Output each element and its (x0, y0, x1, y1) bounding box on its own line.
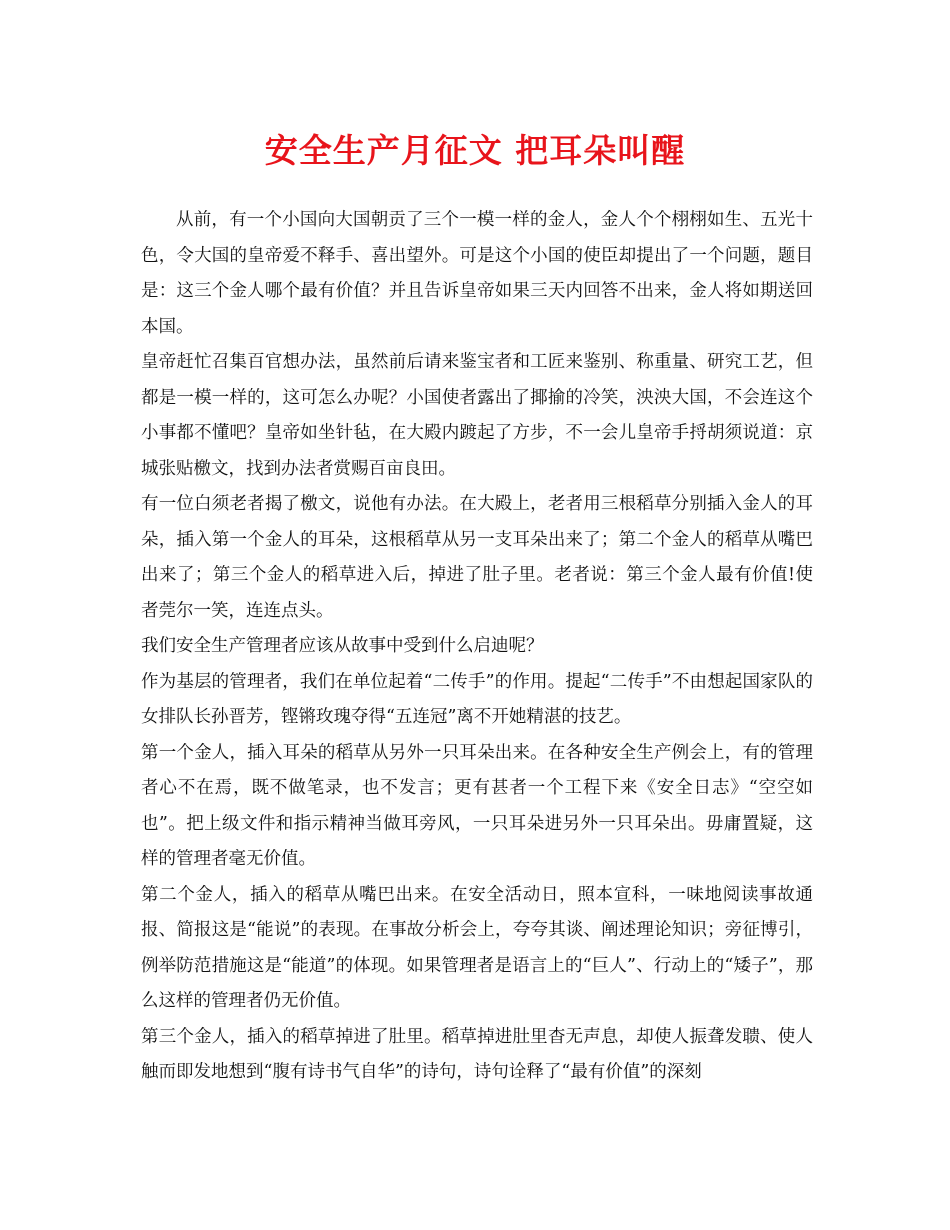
paragraph: 我们安全生产管理者应该从故事中受到什么启迪呢？ (141, 636, 544, 656)
paragraph: 有一位白须老者揭了檄文，说他有办法。在大殿上，老者用三根稻草分别插入金人的耳朵，插入第一个金人的耳朵，这根稻草从另一支耳朵出来了；第二个金人的稻草从嘴巴出来了；第三个金人的稻草进入后，掉进了肚子里。老者说：第三个金人最有价值!使者莞尔一笑，连连点头。 (141, 494, 813, 621)
paragraph: 皇帝赶忙召集百官想办法，虽然前后请来鉴宝者和工匠来鉴别、称重量、研究工艺，但都是一模一样的，这可怎么办呢？小国使者露出了揶揄的冷笑，泱泱大国，不会连这个小事都不懂吧？皇帝如坐针毡，在大殿内踱起了方步，不一会儿皇帝手捋胡须说道：京城张贴檄文，找到办法者赏赐百亩良田。 (141, 352, 813, 479)
paragraph: 第三个金人，插入的稻草掉进了肚里。稻草掉进肚里杳无声息，却使人振聋发聩、使人触而即发地想到“腹有诗书气自华”的诗句，诗句诠释了“最有价值”的深刻 (141, 1026, 813, 1082)
document-title: 安全生产月征文 把耳朵叫醒 (264, 131, 686, 170)
paragraph: 第一个金人，插入耳朵的稻草从另外一只耳朵出来。在各种安全生产例会上，有的管理者心不在焉，既不做笔录，也不发言；更有甚者一个工程下来《安全日志》“空空如也”。把上级文件和指示精神当做耳旁风，一只耳朵进另外一只耳朵出。毋庸置疑，这样的管理者毫无价值。 (141, 742, 813, 869)
paragraph: 从前，有一个小国向大国朝贡了三个一模一样的金人，金人个个栩栩如生、五光十色，令大国的皇帝爱不释手、喜出望外。可是这个小国的使臣却提出了一个问题，题目是：这三个金人哪个最有价值？并且告诉皇帝如果三天内回答不出来，金人将如期送回本国。 (141, 210, 813, 337)
paragraph: 作为基层的管理者，我们在单位起着“二传手”的作用。提起“二传手”不由想起国家队的女排队长孙晋芳，铿锵玫瑰夺得“五连冠”离不开她精湛的技艺。 (141, 671, 813, 727)
document-body (141, 203, 813, 1091)
paragraph: 第二个金人，插入的稻草从嘴巴出来。在安全活动日，照本宣科，一味地阅读事故通报、简报这是“能说”的表现。在事故分析会上，夸夸其谈、阐述理论知识；旁征博引，例举防范措施这是“能道”的体现。如果管理者是语言上的“巨人”、行动上的“矮子”，那么这样的管理者仍无价值。 (141, 884, 813, 1011)
